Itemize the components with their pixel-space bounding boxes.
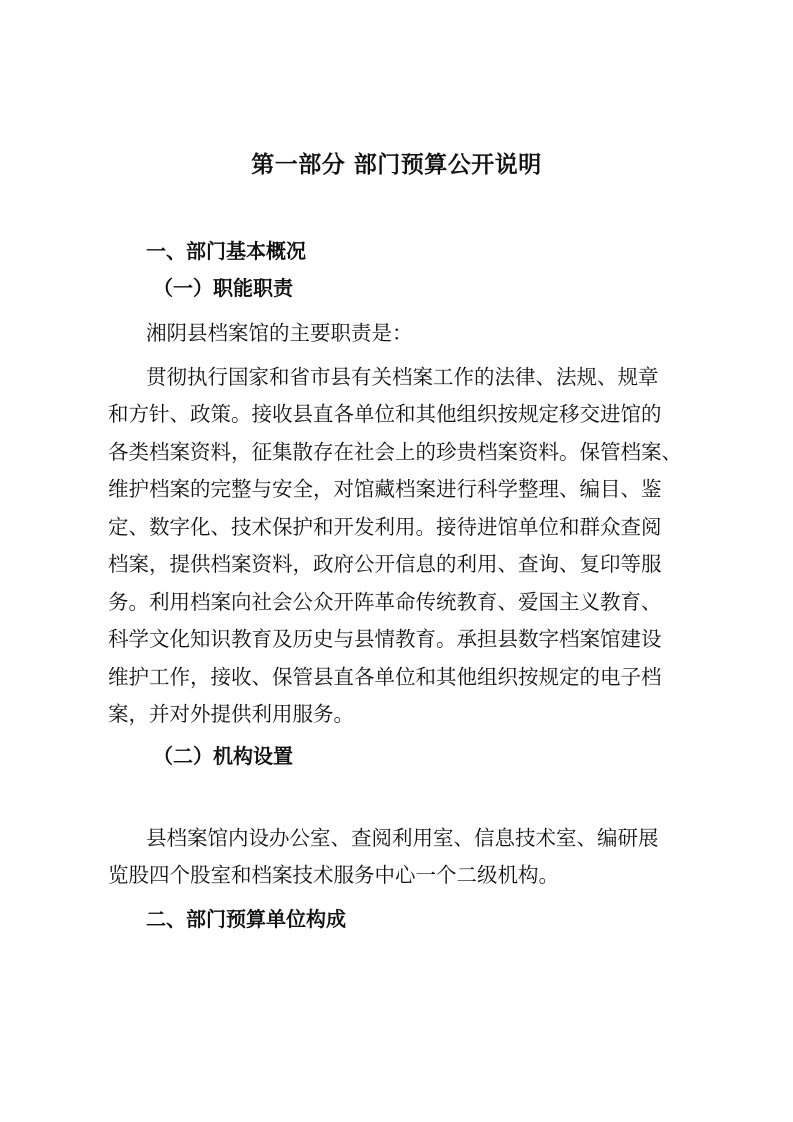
organization-paragraph-line: 县档案馆内设办公室、查阅利用室、信息技术室、编研展 bbox=[146, 826, 659, 850]
duties-paragraph-line: 各类档案资料，征集散存在社会上的珍贵档案资料。保管档案、 bbox=[108, 440, 682, 464]
duties-paragraph-line: 贯彻执行国家和省市县有关档案工作的法律、法规、规章 bbox=[146, 365, 659, 389]
duties-paragraph-line: 档案，提供档案资料，政府公开信息的利用、查询、复印等服 bbox=[108, 552, 662, 576]
page-title: 第一部分 部门预算公开说明 bbox=[251, 152, 542, 178]
organization-paragraph-line: 览股四个股室和档案技术服务中心一个二级机构。 bbox=[108, 863, 559, 887]
duties-paragraph-line: 定、数字化、技术保护和开发利用。接待进馆单位和群众查阅 bbox=[108, 515, 662, 539]
subsection-heading-organization: （二）机构设置 bbox=[153, 744, 293, 768]
subsection-heading-duties: （一）职能职责 bbox=[153, 276, 293, 300]
section-heading-budget-units: 二、部门预算单位构成 bbox=[146, 907, 346, 931]
duties-intro: 湘阴县档案馆的主要职责是： bbox=[146, 321, 413, 345]
duties-paragraph-line: 和方针、政策。接收县直各单位和其他组织按规定移交进馆的 bbox=[108, 402, 662, 426]
duties-paragraph-line: 案，并对外提供利用服务。 bbox=[108, 702, 354, 726]
duties-paragraph-line: 维护档案的完整与安全，对馆藏档案进行科学整理、编目、鉴 bbox=[108, 477, 662, 501]
duties-paragraph-line: 维护工作，接收、保管县直各单位和其他组织按规定的电子档 bbox=[108, 665, 662, 689]
duties-paragraph-line: 科学文化知识教育及历史与县情教育。承担县数字档案馆建设 bbox=[108, 627, 662, 651]
section-heading-basic-overview: 一、部门基本概况 bbox=[146, 239, 306, 263]
duties-paragraph-line: 务。利用档案向社会公众开阵革命传统教育、爱国主义教育、 bbox=[108, 590, 662, 614]
